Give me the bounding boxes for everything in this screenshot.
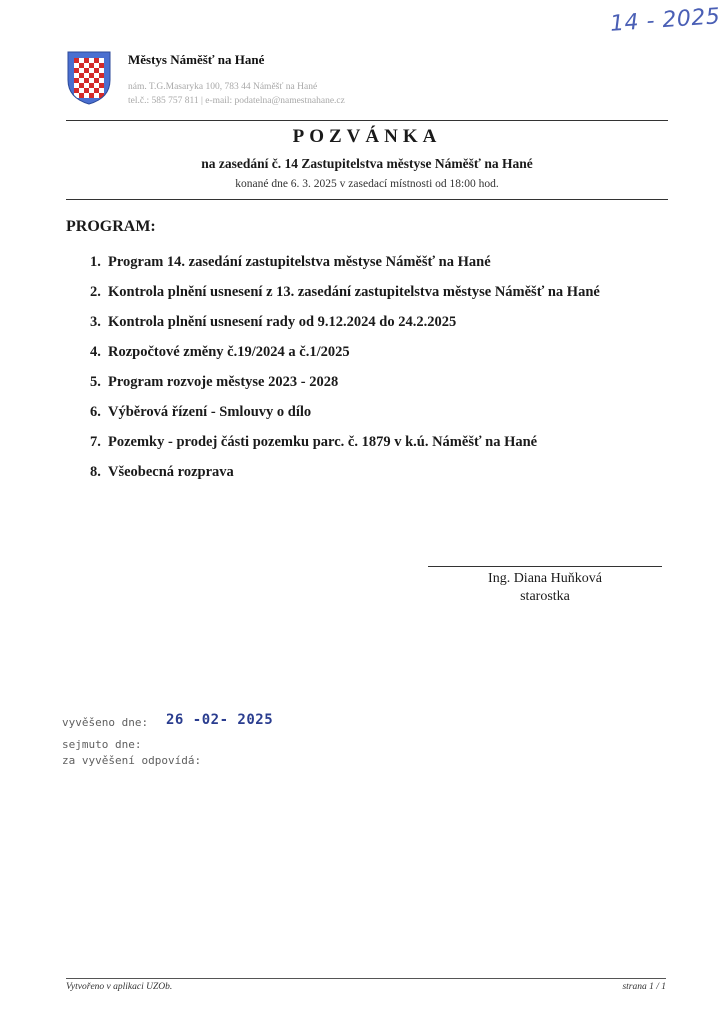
agenda-item	[90, 433, 670, 452]
organization-contact	[128, 80, 345, 108]
crest-check	[79, 73, 84, 78]
crest-check	[84, 73, 89, 78]
crest-check	[74, 78, 79, 83]
organization-phone-email: tel.č.: 585 757 811 | e-mail: podatelna@namestnahane.cz	[128, 96, 345, 106]
crest-check	[94, 63, 99, 68]
crest-check	[84, 63, 89, 68]
crest-check	[99, 68, 104, 73]
footer-divider	[66, 978, 666, 979]
organization-name: Městys Náměšť na Hané	[128, 52, 265, 67]
document-title: POZVÁNKA	[292, 126, 442, 147]
crest-check	[84, 58, 89, 63]
agenda-item-number: 1.	[90, 254, 101, 270]
agenda-item-text: Program rozvoje městyse 2023 - 2028	[108, 374, 339, 390]
agenda-list	[90, 253, 670, 493]
crest-check	[84, 93, 89, 98]
handwritten-registration-number: 14 - 2025	[609, 4, 722, 37]
agenda-item	[90, 403, 670, 422]
crest-check	[79, 63, 84, 68]
crest-check	[74, 88, 79, 93]
crest-check	[74, 68, 79, 73]
crest-check	[79, 68, 84, 73]
header-divider-bottom	[66, 199, 668, 200]
crest-check	[74, 63, 79, 68]
crest-check	[99, 73, 104, 78]
crest-check	[74, 58, 79, 63]
signature-line	[428, 566, 662, 567]
crest-check	[89, 78, 94, 83]
agenda-item-number: 7.	[90, 434, 101, 450]
crest-check	[84, 68, 89, 73]
agenda-item-number: 2.	[90, 284, 101, 300]
crest-check	[79, 83, 84, 88]
agenda-item-text: Program 14. zasedání zastupitelstva městyse Náměšť na Hané	[108, 254, 491, 270]
crest-check	[74, 73, 79, 78]
crest-check	[89, 63, 94, 68]
crest-check	[99, 88, 104, 93]
agenda-item	[90, 463, 670, 482]
crest-check	[94, 68, 99, 73]
agenda-item-text: Pozemky - prodej části pozemku parc. č. 1879 v k.ú. Náměšť na Hané	[108, 434, 538, 450]
stamp-removed-label: sejmuto dne:	[62, 738, 142, 751]
crest-check	[74, 93, 79, 98]
signatory-name: Ing. Diana Huňková	[488, 571, 602, 586]
crest-check	[94, 58, 99, 63]
organization-address: nám. T.G.Masaryka 100, 783 44 Náměšť na Hané	[128, 82, 318, 92]
footer-page-number: strana 1 / 1	[622, 982, 666, 992]
footer-created-with: Vytvořeno v aplikaci UZOb.	[66, 982, 173, 992]
crest-check	[89, 93, 94, 98]
crest-check	[79, 58, 84, 63]
agenda-item-number: 8.	[90, 464, 101, 480]
crest-check	[84, 83, 89, 88]
crest-check	[99, 83, 104, 88]
coat-of-arms-icon	[66, 50, 112, 106]
meeting-date-place: konané dne 6. 3. 2025 v zasedací místnosti od 18:00 hod.	[235, 178, 499, 190]
crest-check	[94, 73, 99, 78]
program-heading: PROGRAM:	[66, 218, 156, 235]
document-subtitle: na zasedání č. 14 Zastupitelstva městyse Náměšť na Hané	[201, 156, 533, 171]
crest-check	[99, 58, 104, 63]
crest-check	[79, 93, 84, 98]
crest-check	[94, 78, 99, 83]
header-divider-top	[66, 120, 668, 121]
agenda-item-number: 5.	[90, 374, 101, 390]
crest-check	[84, 78, 89, 83]
crest-check	[89, 58, 94, 63]
agenda-item-number: 3.	[90, 314, 101, 330]
crest-check	[99, 63, 104, 68]
crest-check	[89, 88, 94, 93]
crest-check	[94, 88, 99, 93]
crest-check	[74, 83, 79, 88]
agenda-item	[90, 373, 670, 392]
agenda-item-text: Výběrová řízení - Smlouvy o dílo	[108, 404, 312, 420]
crest-check	[94, 93, 99, 98]
crest-check	[89, 73, 94, 78]
crest-check	[84, 88, 89, 93]
crest-check	[89, 83, 94, 88]
agenda-item-number: 6.	[90, 404, 101, 420]
agenda-item	[90, 253, 670, 272]
crest-check	[79, 88, 84, 93]
agenda-item-number: 4.	[90, 344, 101, 360]
agenda-item	[90, 343, 670, 362]
agenda-item	[90, 313, 670, 332]
stamp-responsible-label: za vyvěšení odpovídá:	[62, 754, 202, 767]
stamp-posted-date: 26 -02- 2025	[166, 712, 274, 728]
crest-check	[89, 68, 94, 73]
crest-check	[94, 83, 99, 88]
agenda-item-text: Rozpočtové změny č.19/2024 a č.1/2025	[108, 344, 350, 360]
crest-check	[99, 93, 104, 98]
stamp-posted-label: vyvěšeno dne:	[62, 716, 149, 729]
agenda-item-text: Kontrola plnění usnesení rady od 9.12.2024 do 24.2.2025	[108, 314, 457, 330]
crest-check	[99, 78, 104, 83]
signatory-role: starostka	[520, 589, 570, 604]
agenda-item	[90, 283, 670, 302]
agenda-item-text: Kontrola plnění usnesení z 13. zasedání zastupitelstva městyse Náměšť na Hané	[108, 284, 600, 300]
crest-check	[79, 78, 84, 83]
agenda-item-text: Všeobecná rozprava	[108, 464, 234, 480]
